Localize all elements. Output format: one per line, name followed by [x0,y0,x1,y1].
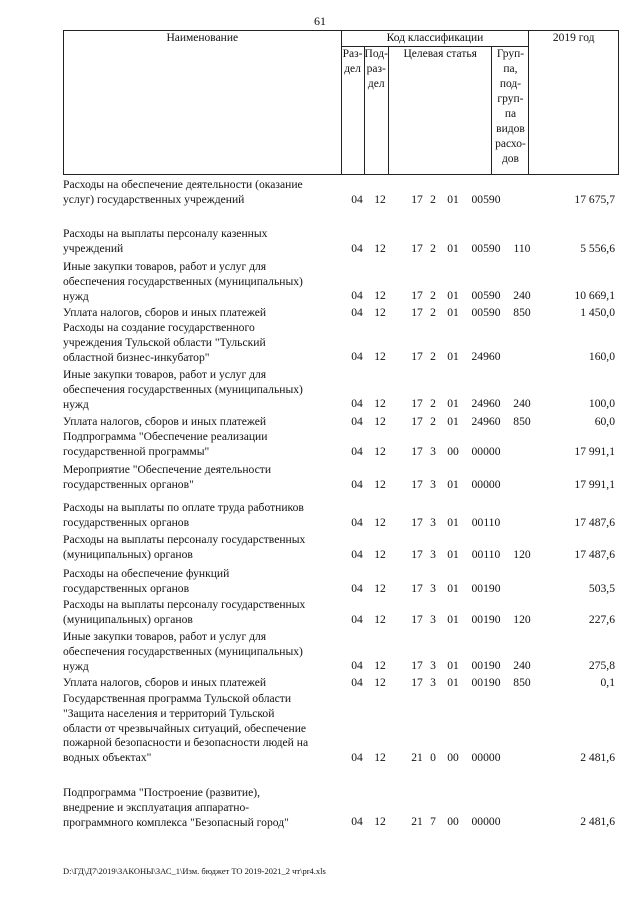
table-row [63,430,618,460]
amount-2019: 17 675,7 [574,193,615,206]
razdel-code: 04 [351,445,363,458]
target-article-part: 00190 [471,613,501,626]
header-vid-line: дов [501,153,519,165]
target-article-part: 2 [430,193,436,206]
target-article-part: 01 [447,397,459,410]
header-year: 2019 год [529,31,619,175]
table-row [63,567,618,597]
row-codes [63,350,618,365]
podrazdel-code: 12 [374,659,386,672]
razdel-code: 04 [351,415,363,428]
target-article-part: 00590 [471,193,501,206]
podrazdel-code: 12 [374,751,386,764]
target-article-part: 00 [447,445,459,458]
target-article-part: 00 [447,751,459,764]
razdel-code: 04 [351,242,363,255]
target-article-part: 01 [447,548,459,561]
row-name-line: нужд [63,397,89,411]
row-codes [63,415,618,430]
podrazdel-code: 12 [374,397,386,410]
row-codes [63,676,618,691]
amount-2019: 17 991,1 [574,445,615,458]
target-article-part: 3 [430,548,436,561]
header-razdel-line: дел [344,63,361,75]
target-article-part: 7 [430,815,436,828]
target-article-part: 2 [430,415,436,428]
razdel-code: 04 [351,478,363,491]
target-article-part: 01 [447,306,459,319]
row-name-line: Уплата налогов, сборов и иных платежей [63,676,267,689]
header-vid-line: под- [499,78,522,90]
target-article-part: 01 [447,350,459,363]
razdel-code: 04 [351,659,363,672]
row-codes [63,582,618,597]
header-name: Наименование [64,31,342,175]
podrazdel-code: 12 [374,415,386,428]
row-codes [63,751,618,766]
amount-2019: 1 450,0 [580,306,615,319]
target-article-part: 00110 [471,516,501,529]
podrazdel-code: 12 [374,306,386,319]
table-row [63,463,618,493]
podrazdel-code: 12 [374,445,386,458]
target-article-part: 3 [430,516,436,529]
page-number: 61 [314,14,326,28]
row-name-line: обеспечения государственных (муниципальных) [63,274,303,288]
row-name-line: Расходы на создание государственного [63,321,255,334]
podrazdel-code: 12 [374,582,386,595]
target-article-part: 0 [430,751,436,764]
amount-2019: 17 487,6 [574,516,615,529]
row-codes [63,242,618,257]
header-vid [492,47,529,175]
target-article-part: 3 [430,445,436,458]
amount-2019: 160,0 [588,350,615,363]
row-name-line: (муниципальных) органов [63,612,193,626]
target-article-part: 17 [411,193,423,206]
row-codes [63,815,618,830]
table-row [63,415,618,430]
razdel-code: 04 [351,350,363,363]
podrazdel-code: 12 [374,289,386,302]
header-table [63,30,619,175]
amount-2019: 2 481,6 [580,815,615,828]
table-row [63,260,618,304]
target-article-part: 17 [411,306,423,319]
row-codes [63,548,618,563]
razdel-code: 04 [351,193,363,206]
target-article-part: 01 [447,193,459,206]
target-article-part: 17 [411,397,423,410]
target-article-part: 17 [411,676,423,689]
target-article-part: 00590 [471,242,501,255]
expense-type-code: 240 [513,397,531,410]
razdel-code: 04 [351,676,363,689]
target-article-part: 17 [411,516,423,529]
row-name-line: учреждения Тульской области "Тульский [63,335,266,349]
row-name-line: Мероприятие "Обеспечение деятельности [63,463,272,476]
row-codes [63,659,618,674]
podrazdel-code: 12 [374,815,386,828]
target-article-part: 17 [411,659,423,672]
row-name-line: Расходы на выплаты по оплате труда работников [63,501,304,514]
row-name-line: государственных органов [63,515,190,529]
target-article-part: 17 [411,548,423,561]
row-name-line: "Защита населения и территорий Тульской [63,706,275,720]
target-article-part: 3 [430,659,436,672]
row-name-line: Расходы на выплаты персоналу государственных [63,533,306,546]
table-row [63,306,618,321]
header-vid-line: расхо- [495,138,526,150]
target-article-part: 00000 [471,815,501,828]
row-codes [63,289,618,304]
row-name-line: обеспечения государственных (муниципальных) [63,644,303,658]
amount-2019: 60,0 [594,415,615,428]
target-article-part: 00190 [471,676,501,689]
row-name-line: нужд [63,289,89,303]
razdel-code: 04 [351,815,363,828]
row-codes [63,306,618,321]
row-name-line: Уплата налогов, сборов и иных платежей [63,415,267,428]
target-article-part: 17 [411,415,423,428]
expense-type-code: 240 [513,289,531,302]
target-article-part: 01 [447,613,459,626]
row-name-line: обеспечения государственных (муниципальных) [63,382,303,396]
expense-type-code: 240 [513,659,531,672]
amount-2019: 2 481,6 [580,751,615,764]
target-article-part: 3 [430,676,436,689]
row-codes [63,516,618,531]
amount-2019: 17 991,1 [574,478,615,491]
header-vid-line: видов [496,123,525,135]
row-name-line: Расходы на обеспечение деятельности (оказание [63,178,303,191]
target-article-part: 00590 [471,289,501,302]
header-razdel-line: Раз- [342,48,363,60]
podrazdel-code: 12 [374,613,386,626]
razdel-code: 04 [351,289,363,302]
row-name-line: Иные закупки товаров, работ и услуг для [63,630,267,643]
row-name-line: Расходы на выплаты персоналу государственных [63,598,306,611]
target-article-part: 01 [447,516,459,529]
header-razdel [341,47,364,175]
row-codes [63,397,618,412]
row-name-line: областной бизнес-инкубатор" [63,350,210,364]
target-article-part: 01 [447,415,459,428]
expense-type-code: 120 [513,613,531,626]
row-name-line: услуг) государственных учреждений [63,192,245,206]
header-classification: Код классификации [341,31,529,47]
razdel-code: 04 [351,397,363,410]
expense-type-code: 110 [513,242,531,255]
row-name-line: Иные закупки товаров, работ и услуг для [63,368,267,381]
row-name-line: внедрение и эксплуатация аппаратно- [63,800,250,814]
target-article-part: 01 [447,676,459,689]
amount-2019: 275,8 [588,659,615,672]
target-article-part: 24960 [471,350,501,363]
podrazdel-code: 12 [374,350,386,363]
razdel-code: 04 [351,613,363,626]
row-name-line: Уплата налогов, сборов и иных платежей [63,306,267,319]
target-article-part: 17 [411,582,423,595]
expense-type-code: 850 [513,306,531,319]
table-row [63,598,618,628]
podrazdel-code: 12 [374,478,386,491]
podrazdel-code: 12 [374,242,386,255]
amount-2019: 0,1 [600,676,615,689]
expense-type-code: 850 [513,415,531,428]
row-name-line: Подпрограмма "Обеспечение реализации [63,430,268,443]
target-article-part: 17 [411,445,423,458]
row-name-line: Иные закупки товаров, работ и услуг для [63,260,267,273]
target-article-part: 00 [447,815,459,828]
target-article-part: 17 [411,350,423,363]
table-row [63,786,618,830]
target-article-part: 2 [430,289,436,302]
expense-type-code: 120 [513,548,531,561]
row-name-line: (муниципальных) органов [63,547,193,561]
target-article-part: 01 [447,289,459,302]
table-row [63,676,618,691]
expense-type-code: 850 [513,676,531,689]
amount-2019: 227,6 [588,613,615,626]
target-article-part: 00590 [471,306,501,319]
row-name-line: государственной программы" [63,444,210,458]
podrazdel-code: 12 [374,548,386,561]
target-article-part: 17 [411,242,423,255]
target-article-part: 21 [411,815,423,828]
target-article-part: 00000 [471,445,501,458]
header-vid-line: па, [503,63,518,75]
row-name-line: государственных органов" [63,477,194,491]
target-article-part: 01 [447,242,459,255]
header-podrazdel-line: Под- [364,48,388,60]
target-article-part: 01 [447,478,459,491]
table-row [63,692,618,766]
table-row [63,321,618,365]
amount-2019: 17 487,6 [574,548,615,561]
target-article-part: 2 [430,242,436,255]
amount-2019: 503,5 [588,582,615,595]
table-row [63,368,618,412]
row-name-line: области от чрезвычайных ситуаций, обеспечение [63,721,307,735]
target-article-part: 00110 [471,548,501,561]
target-article-part: 3 [430,613,436,626]
razdel-code: 04 [351,306,363,319]
row-name-line: Расходы на обеспечение функций [63,567,230,580]
podrazdel-code: 12 [374,516,386,529]
amount-2019: 10 669,1 [574,289,615,302]
header-podrazdel-line: дел [367,78,385,90]
row-name-line: Подпрограмма "Построение (развитие), [63,786,260,799]
header-vid-line: па [504,108,517,120]
header-podrazdel [364,47,388,175]
target-article-part: 00190 [471,659,501,672]
target-article-part: 3 [430,478,436,491]
razdel-code: 04 [351,582,363,595]
table-row [63,630,618,674]
razdel-code: 04 [351,751,363,764]
target-article-part: 01 [447,659,459,672]
target-article-part: 21 [411,751,423,764]
target-article-part: 17 [411,478,423,491]
table-row [63,227,618,257]
target-article-part: 17 [411,613,423,626]
target-article-part: 00000 [471,478,501,491]
target-article-part: 01 [447,582,459,595]
row-name-line: Расходы на выплаты персоналу казенных [63,227,268,240]
amount-2019: 100,0 [588,397,615,410]
header-vid-line: Груп- [496,48,525,60]
amount-2019: 5 556,6 [580,242,615,255]
target-article-part: 00190 [471,582,501,595]
razdel-code: 04 [351,548,363,561]
row-name-line: учреждений [63,241,124,255]
target-article-part: 00000 [471,751,501,764]
table-row [63,501,618,531]
target-article-part: 2 [430,397,436,410]
row-codes [63,193,618,208]
row-codes [63,478,618,493]
table-row [63,533,618,563]
file-path-footer: D:\ГД\Д7\2019\ЗАКОНЫ\ЗАС_1\Изм. бюджет ТО 2019-2021_2 чт\pr4.xls [63,866,326,876]
table-row [63,178,618,208]
target-article-part: 17 [411,289,423,302]
target-article-part: 2 [430,350,436,363]
row-name-line: пожарной безопасности и безопасности людей на [63,736,309,750]
header-celevaya: Целевая статья [388,47,492,175]
target-article-part: 3 [430,582,436,595]
header-vid-line: груп- [497,93,524,105]
row-name-line: водных объектах" [63,751,152,765]
row-name-line: Государственная программа Тульской области [63,692,292,705]
target-article-part: 24960 [471,397,501,410]
target-article-part: 2 [430,306,436,319]
row-codes [63,445,618,460]
row-name-line: государственных органов [63,581,190,595]
row-name-line: программного комплекса "Безопасный город" [63,815,289,829]
podrazdel-code: 12 [374,193,386,206]
header-podrazdel-line: раз- [366,63,386,75]
razdel-code: 04 [351,516,363,529]
target-article-part: 24960 [471,415,501,428]
podrazdel-code: 12 [374,676,386,689]
row-codes [63,613,618,628]
row-name-line: нужд [63,659,89,673]
